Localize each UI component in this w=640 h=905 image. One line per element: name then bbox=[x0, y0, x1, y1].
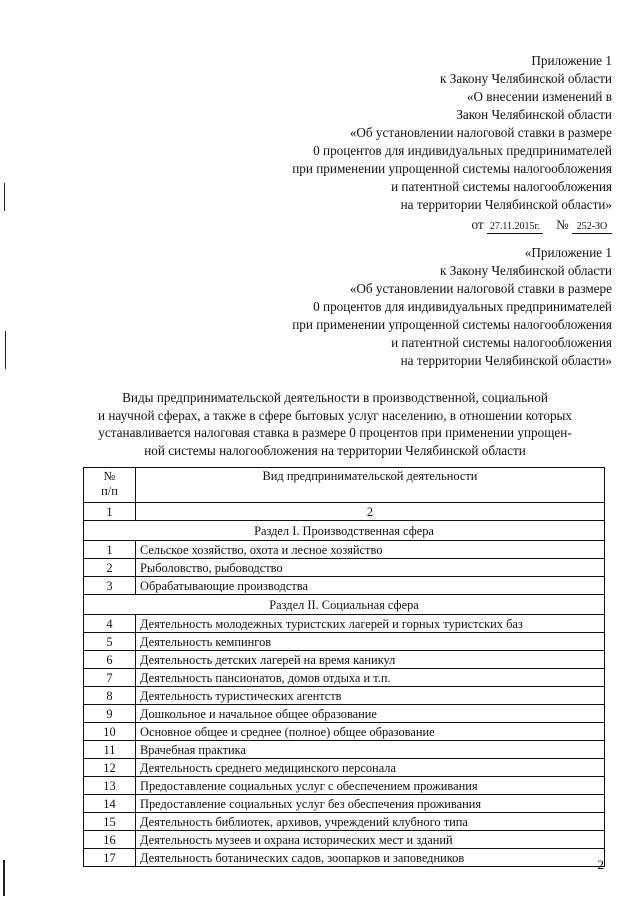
table-row bbox=[84, 687, 605, 705]
table-row bbox=[84, 633, 605, 651]
page-number: 2 bbox=[597, 857, 604, 872]
row-number: 16 bbox=[84, 831, 136, 849]
table-row bbox=[84, 831, 605, 849]
row-activity: Деятельность пансионатов, домов отдыха и т.п. bbox=[136, 669, 605, 687]
table-row bbox=[84, 559, 605, 577]
quoted-line: «Об установлении налоговой ставки в размере bbox=[349, 281, 612, 296]
row-activity: Деятельность ботанических садов, зоопарков и заповедников bbox=[136, 849, 605, 867]
row-activity: Деятельность детских лагерей на время каникул bbox=[136, 651, 605, 669]
row-number: 7 bbox=[84, 669, 136, 687]
row-number: 11 bbox=[84, 741, 136, 759]
number-prefix: № bbox=[556, 217, 569, 232]
header-line: Приложение 1 bbox=[531, 53, 612, 68]
title-line: устанавливается налоговая ставка в размере 0 процентов при применении упрощен- bbox=[98, 425, 572, 440]
header-line: к Закону Челябинской области bbox=[440, 71, 612, 86]
section-row bbox=[84, 595, 605, 615]
header-line: «Об установлении налоговой ставки в размере bbox=[349, 125, 612, 140]
quoted-line: к Закону Челябинской области bbox=[440, 263, 612, 278]
table-row bbox=[84, 577, 605, 595]
table-row bbox=[84, 741, 605, 759]
table-row bbox=[84, 669, 605, 687]
header-line: при применении упрощенной системы налогообложения bbox=[292, 161, 612, 176]
document-title bbox=[60, 389, 610, 459]
row-number: 8 bbox=[84, 687, 136, 705]
row-activity: Сельское хозяйство, охота и лесное хозяйство bbox=[136, 541, 605, 559]
row-number: 14 bbox=[84, 795, 136, 813]
index-activity-cell: 2 bbox=[136, 503, 605, 521]
header-line: и патентной системы налогообложения bbox=[391, 179, 612, 194]
quoted-line: при применении упрощенной системы налогообложения bbox=[292, 317, 612, 332]
row-number: 9 bbox=[84, 705, 136, 723]
table-row bbox=[84, 723, 605, 741]
row-activity: Обрабатывающие производства bbox=[136, 577, 605, 595]
title-line: ной системы налогообложения на территории Челябинской области bbox=[144, 442, 526, 458]
title-line: и научной сферах, а также в сфере бытовых услуг населению, в отношении которых bbox=[97, 407, 573, 423]
table-row bbox=[84, 759, 605, 777]
row-activity: Деятельность библиотек, архивов, учреждений клубного типа bbox=[136, 813, 605, 831]
quoted-line: 0 процентов для индивидуальных предпринимателей bbox=[313, 299, 612, 314]
header-line: Закон Челябинской области bbox=[456, 107, 612, 122]
table-row bbox=[84, 777, 605, 795]
date-prefix: от bbox=[471, 217, 484, 232]
scan-mark bbox=[5, 331, 6, 369]
header-num-line2: п/п bbox=[101, 484, 118, 498]
row-number: 12 bbox=[84, 759, 136, 777]
section-title: Раздел I. Производственная сфера bbox=[84, 521, 605, 541]
row-number: 17 bbox=[84, 849, 136, 867]
index-num-cell: 1 bbox=[84, 503, 136, 521]
quoted-line: на территории Челябинской области» bbox=[400, 353, 612, 368]
activity-table bbox=[83, 467, 605, 867]
header-line: «О внесении изменений в bbox=[466, 89, 612, 104]
row-activity: Предоставление социальных услуг с обеспечением проживания bbox=[136, 777, 605, 795]
table-row bbox=[84, 615, 605, 633]
header-line: на территории Челябинской области» bbox=[400, 197, 612, 212]
table-row bbox=[84, 813, 605, 831]
row-number: 10 bbox=[84, 723, 136, 741]
header-activity-cell: Вид предпринимательской деятельности bbox=[136, 468, 605, 503]
quoted-appendix bbox=[292, 244, 612, 370]
number-value: 252-ЗО bbox=[572, 221, 612, 234]
header-line: 0 процентов для индивидуальных предпринимателей bbox=[313, 143, 612, 158]
row-activity: Предоставление социальных услуг без обеспечения проживания bbox=[136, 795, 605, 813]
table-header-row bbox=[84, 468, 605, 503]
row-activity: Деятельность музеев и охрана исторических мест и зданий bbox=[136, 831, 605, 849]
row-number: 6 bbox=[84, 651, 136, 669]
row-number: 13 bbox=[84, 777, 136, 795]
section-title: Раздел II. Социальная сфера bbox=[84, 595, 605, 615]
scan-mark bbox=[3, 860, 5, 896]
section-row bbox=[84, 521, 605, 541]
date-value: 27.11.2015г. bbox=[487, 221, 543, 234]
table-row bbox=[84, 795, 605, 813]
row-number: 3 bbox=[84, 577, 136, 595]
row-activity: Основное общее и среднее (полное) общее образование bbox=[136, 723, 605, 741]
row-number: 1 bbox=[84, 541, 136, 559]
header-num-line1: № bbox=[103, 469, 116, 483]
date-number-line bbox=[292, 216, 612, 234]
row-number: 4 bbox=[84, 615, 136, 633]
row-activity: Деятельность туристических агентств bbox=[136, 687, 605, 705]
row-activity: Рыболовство, рыбоводство bbox=[136, 559, 605, 577]
row-activity: Деятельность кемпингов bbox=[136, 633, 605, 651]
table-index-row bbox=[84, 503, 605, 521]
table-row bbox=[84, 849, 605, 867]
scan-mark bbox=[4, 183, 5, 211]
table-row bbox=[84, 705, 605, 723]
appendix-header bbox=[292, 52, 612, 234]
table-row bbox=[84, 651, 605, 669]
title-line: Виды предпринимательской деятельности в производственной, социальной bbox=[122, 390, 548, 405]
row-activity: Деятельность среднего медицинского персонала bbox=[136, 759, 605, 777]
quoted-line: и патентной системы налогообложения bbox=[391, 335, 612, 350]
row-activity: Деятельность молодежных туристских лагерей и горных туристских баз bbox=[136, 615, 605, 633]
row-activity: Врачебная практика bbox=[136, 741, 605, 759]
header-num-cell bbox=[84, 468, 136, 503]
quoted-line: «Приложение 1 bbox=[524, 245, 612, 260]
row-activity: Дошкольное и начальное общее образование bbox=[136, 705, 605, 723]
row-number: 5 bbox=[84, 633, 136, 651]
row-number: 15 bbox=[84, 813, 136, 831]
row-number: 2 bbox=[84, 559, 136, 577]
table-row bbox=[84, 541, 605, 559]
